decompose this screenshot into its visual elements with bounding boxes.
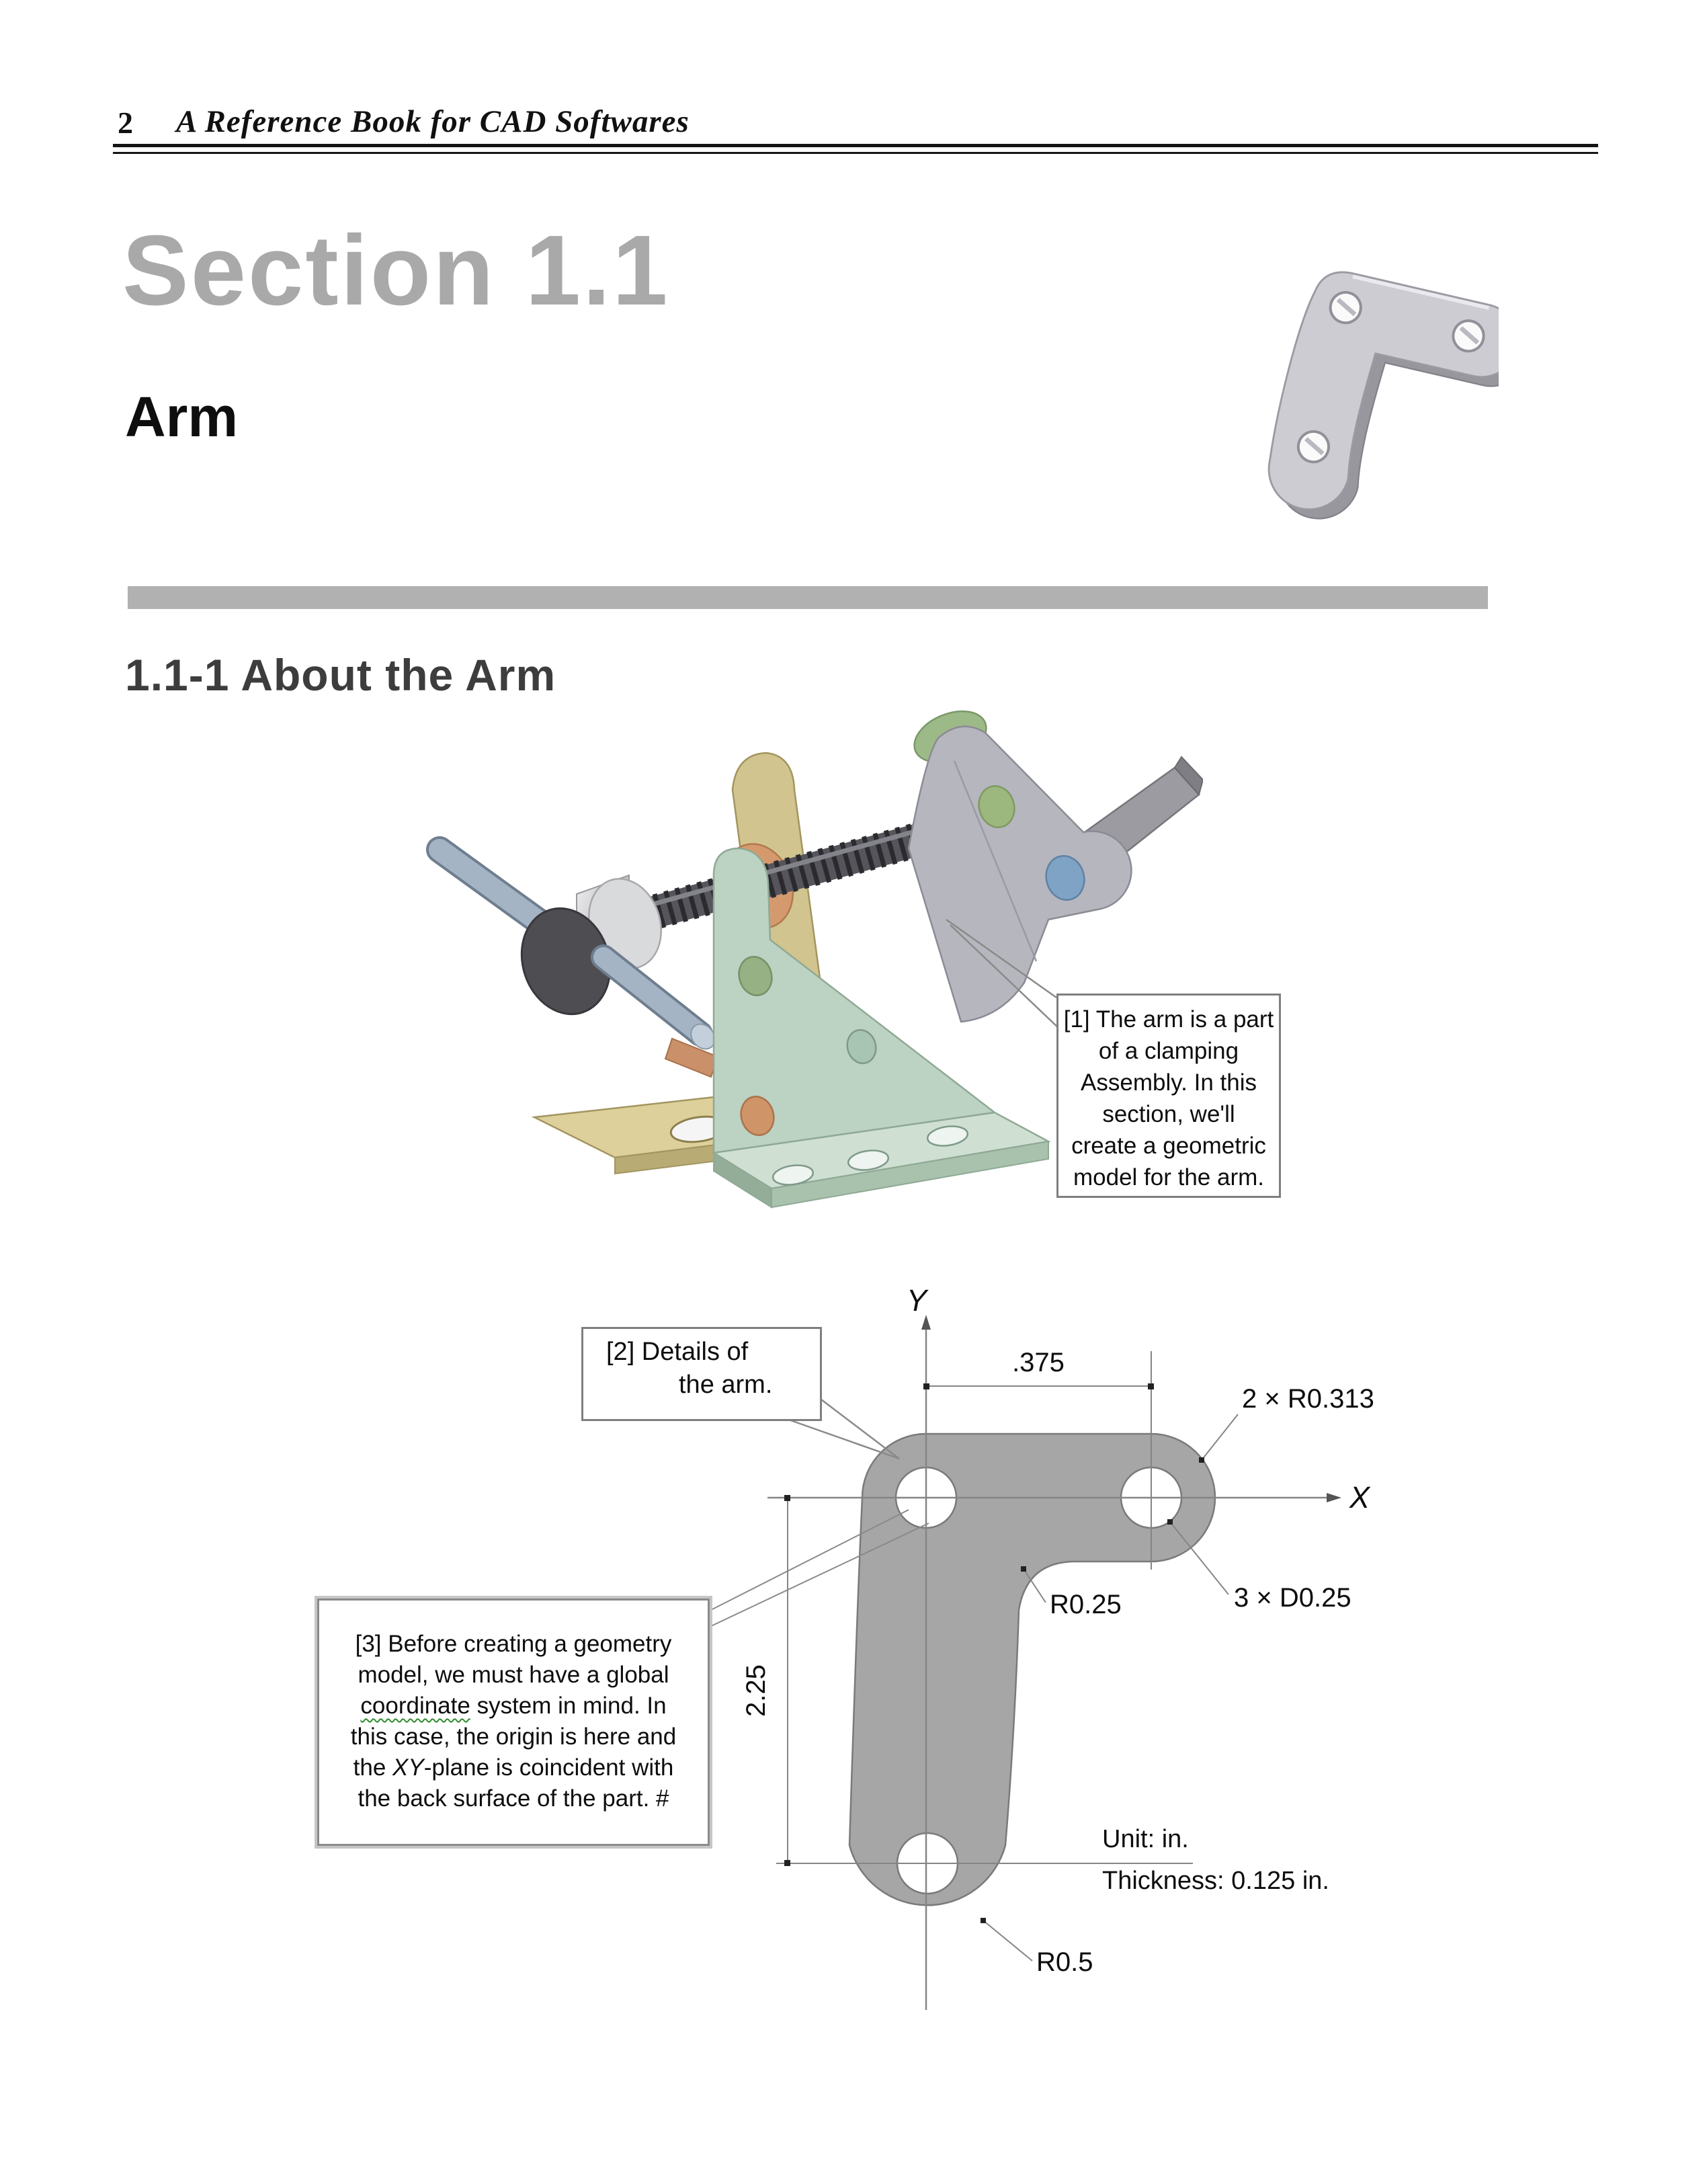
x-axis-label: X: [1349, 1480, 1370, 1514]
handle-rod-back: [440, 850, 542, 924]
callout3-line: [319, 1691, 708, 1722]
width-dimension: [923, 1348, 1154, 1389]
callout1-line: of a clamping: [1098, 1038, 1239, 1064]
callout2-line: the arm.: [679, 1371, 773, 1399]
cap-radius-callout: [1199, 1384, 1374, 1463]
arm-body: [909, 727, 1131, 1022]
callout3-line: [319, 1752, 708, 1783]
callout-3: [317, 1599, 710, 1846]
callout1-line: create a geometric: [1071, 1133, 1266, 1159]
height-dim-text: 2.25: [741, 1664, 771, 1717]
header-double-rule: [113, 144, 1598, 154]
section-divider-bar: [128, 586, 1488, 609]
callout-1: [1056, 994, 1281, 1198]
unit-note: Unit: in.: [1102, 1825, 1189, 1853]
callout1-line: section, we'll: [1102, 1101, 1235, 1127]
callout1-line: Assembly. In this: [1081, 1069, 1257, 1096]
callout3-line5-post: -plane is coincident with: [423, 1754, 674, 1781]
callout-2: [581, 1327, 822, 1421]
callout3-spellcheck-word: coordinate: [360, 1693, 470, 1719]
holes-text: 3 × D0.25: [1234, 1583, 1351, 1613]
cap-radius-text: 2 × R0.313: [1242, 1384, 1374, 1414]
section-subtitle: Arm: [125, 385, 239, 448]
callout1-line: model for the arm.: [1073, 1164, 1264, 1190]
callout3-line-rest: system in mind. In: [470, 1693, 667, 1719]
section-title: Section 1.1: [122, 215, 670, 326]
width-dim-text: .375: [1012, 1348, 1065, 1377]
callout3-line: the back surface of the part. #: [358, 1785, 669, 1812]
y-axis-label: Y: [906, 1283, 927, 1318]
arm-part-3d-figure: [1263, 247, 1499, 550]
callout2-line: [2] Details of: [606, 1338, 749, 1366]
callout3-line: model, we must have a global: [358, 1662, 669, 1688]
arm-part-face: [1263, 264, 1499, 548]
callout3-xy-italic: XY: [392, 1754, 424, 1781]
handle-rod-front: [603, 957, 700, 1034]
arm-part-shape: [1263, 264, 1499, 550]
callout3-line: [3] Before creating a geometry: [355, 1631, 672, 1657]
callout3-line5-pre: the: [353, 1754, 393, 1781]
fillet-text: R0.25: [1050, 1590, 1122, 1619]
callout3-line: this case, the origin is here and: [350, 1724, 677, 1750]
bottom-radius-callout: [981, 1918, 1093, 1977]
clamp-arm: [909, 727, 1131, 1022]
running-head-book-title: A Reference Book for CAD Softwares: [176, 104, 690, 139]
thickness-note: Thickness: 0.125 in.: [1102, 1867, 1329, 1895]
subsection-heading: 1.1-1 About the Arm: [125, 650, 556, 700]
bottom-radius-text: R0.5: [1036, 1947, 1093, 1977]
page-number: 2: [118, 106, 133, 140]
callout1-line: [1] The arm is a part: [1063, 1006, 1274, 1033]
x-axis-arrow: [1327, 1493, 1341, 1502]
